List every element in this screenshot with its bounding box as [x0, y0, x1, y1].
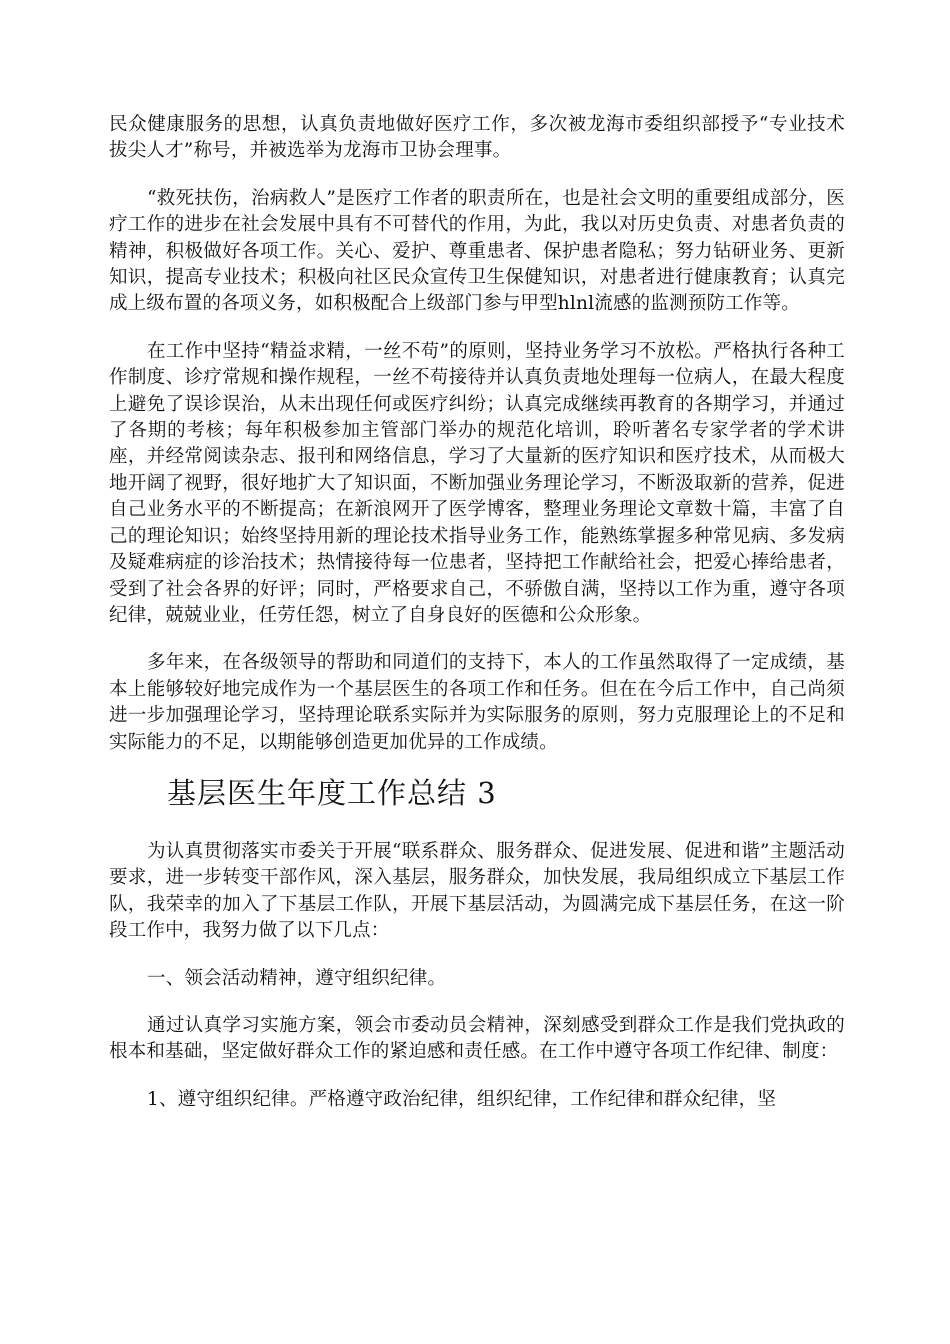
paragraph-summary: 多年来，在各级领导的帮助和同道们的支持下，本人的工作虽然取得了一定成绩，基本上能够较好地完成作为一个基层医生的各项工作和任务。但在在今后工作中，自己尚须进一步加强理论学习，坚持理论联系实际并为实际服务的原则，努力克服理论上的不足和实际能力的不足，以期能够创造更加优异的工作成绩。	[109, 652, 845, 753]
paragraph-discipline: 1、遵守组织纪律。严格遵守政治纪律，组织纪律，工作纪律和群众纪律，坚	[147, 1088, 777, 1110]
paragraph-intro: 为认真贯彻落实市委关于开展“联系群众、服务群众、促进发展、促进和谐”主题活动要求，进一步转变干部作风，深入基层，服务群众，加快发展，我局组织成立下基层工作队，我荣幸的加入了下基层工作队，开展下基层活动，为圆满完成下基层任务，在这一阶段工作中，我努力做了以下几点：	[109, 840, 845, 942]
section-heading: 基层医生年度工作总结 3	[167, 775, 497, 810]
paragraph-duty: “救死扶伤，治病救人”是医疗工作者的职责所在，也是社会文明的重要组成部分，医疗工作的进步在社会发展中具有不可替代的作用，为此，我以对历史负责、对患者负责的精神，积极做好各项工作。关心、爱护、尊重患者、保护患者隐私；努力钻研业务、更新知识，提高专业技术；积极向社区民众宣传卫生保健知识，对患者进行健康教育；认真完成上级布置的各项义务，如积极配合上级部门参与甲型hlnl流感的监测预防工作等。	[109, 187, 845, 315]
document-page	[109, 112, 845, 1113]
paragraph-study: 在工作中坚持“精益求精，一丝不苟”的原则，坚持业务学习不放松。严格执行各种工作制度、诊疗常规和操作规程，一丝不苟接待并认真负责地处理每一位病人，在最大程度上避免了误诊误治，从未出现任何或医疗纠纷；认真完成继续再教育的各期学习，并通过了各期的考核；每年积极参加主管部门举办的规范化培训，聆听著名专家学者的学术讲座，并经常阅读杂志、报刊和网络信息，学习了大量新的医疗知识和医疗技术，从而极大地开阔了视野，很好地扩大了知识面，不断加强业务理论学习，不断汲取新的营养，促进自己业务水平的不断提高；在新浪网开了医学博客，整理业务理论文章数十篇，丰富了自己的理论知识；始终坚持用新的理论技术指导业务工作，能熟练掌握多种常见病、多发病及疑难病症的诊治技术；热情接待每一位患者，坚持把工作献给社会，把爱心捧给患者，受到了社会各界的好评；同时，严格要求自己，不骄傲自满，坚持以工作为重，遵守各项纪律，兢兢业业，任劳任怨，树立了自身良好的医德和公众形象。	[109, 340, 845, 626]
paragraph-study-plan: 通过认真学习实施方案，领会市委动员会精神，深刻感受到群众工作是我们党执政的根本和基础，坚定做好群众工作的紧迫感和责任感。在工作中遵守各项工作纪律、制度：	[109, 1014, 845, 1063]
paragraph-continued: 民众健康服务的思想，认真负责地做好医疗工作，多次被龙海市委组织部授予“专业技术拔尖人才”称号，并被选举为龙海市卫协会理事。	[109, 114, 845, 162]
paragraph-point-one: 一、领会活动精神，遵守组织纪律。	[147, 967, 447, 989]
